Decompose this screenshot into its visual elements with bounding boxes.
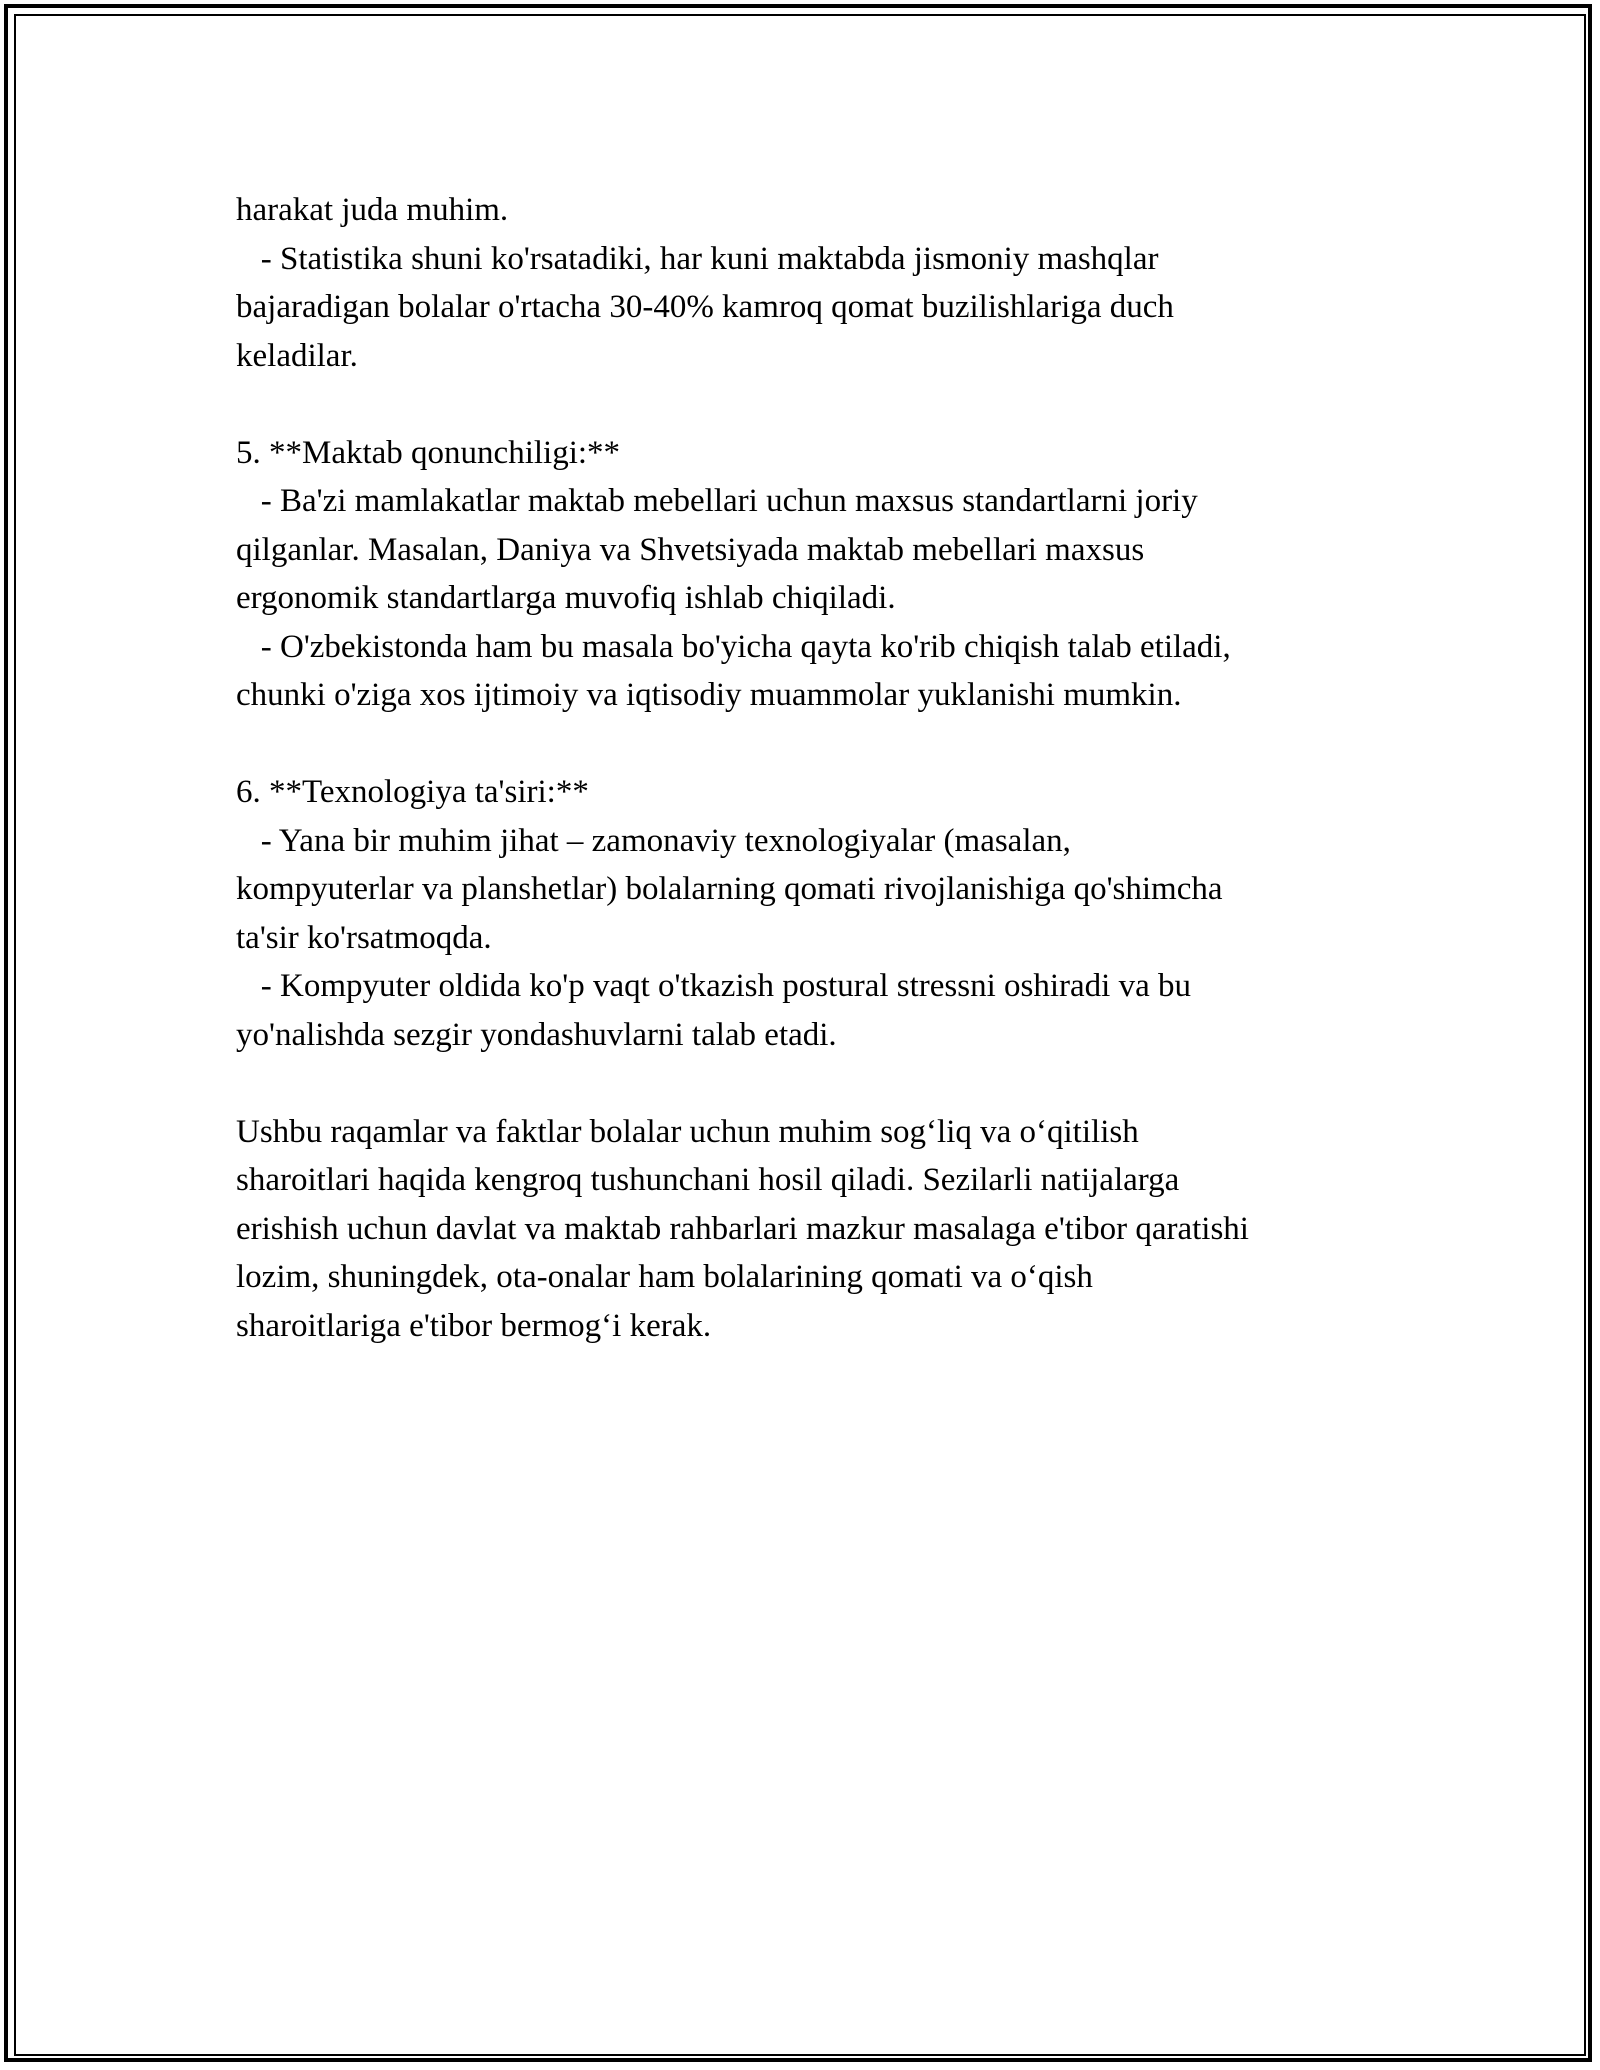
paragraph-physical-activity (236, 186, 1416, 380)
text-line: - Yana bir muhim jihat – zamonaviy texnologiyalar (masalan, (236, 822, 1071, 859)
paragraph-gap (236, 1059, 1416, 1108)
text-line: - Kompyuter oldida ko'p vaqt o'tkazish postural stressni oshiradi va bu (236, 968, 1191, 1004)
text-line: sharoitlari haqida kengroq tushunchani hosil qiladi. Sezilarli natijalarga (236, 1162, 1180, 1198)
text-line: keladilar. (236, 337, 358, 374)
text-line: kompyuterlar va planshetlar) bolalarning qomati rivojlanishiga qo'shimcha (236, 871, 1223, 907)
text-line: chunki o'ziga xos ijtimoiy va iqtisodiy muammolar yuklanishi mumkin. (236, 677, 1182, 713)
text-line: Ushbu raqamlar va faktlar bolalar uchun muhim sog‘liq va o‘qitilish (236, 1113, 1139, 1150)
text-line: - Ba'zi mamlakatlar maktab mebellari uchun maxsus standartlarni joriy (236, 483, 1198, 519)
section-technology-impact (236, 768, 1416, 1059)
text-line: lozim, shuningdek, ota-onalar ham bolalarining qomati va o‘qish (236, 1259, 1093, 1295)
text-line: - O'zbekistonda ham bu masala bo'yicha qayta ko'rib chiqish talab etiladi, (236, 628, 1231, 665)
section-heading: 5. **Maktab qonunchiligi:** (236, 434, 621, 471)
text-line: harakat juda muhim. (236, 192, 509, 228)
paragraph-gap (236, 720, 1416, 769)
paragraph-conclusion (236, 1108, 1416, 1351)
text-line: yo'nalishda sezgir yondashuvlarni talab etadi. (236, 1016, 837, 1053)
paragraph-gap (236, 380, 1416, 429)
section-heading: 6. **Texnologiya ta'siri:** (236, 774, 589, 810)
text-line: sharoitlariga e'tibor bermog‘i kerak. (236, 1307, 712, 1344)
text-line: qilganlar. Masalan, Daniya va Shvetsiyada maktab mebellari maxsus (236, 531, 1145, 568)
section-school-legislation (236, 429, 1416, 720)
text-line: - Statistika shuni ko'rsatadiki, har kuni maktabda jismoniy mashqlar (236, 240, 1159, 277)
text-line: ergonomik standartlarga muvofiq ishlab chiqiladi. (236, 580, 896, 616)
document-body (236, 186, 1416, 1350)
text-line: ta'sir ko'rsatmoqda. (236, 919, 492, 956)
text-line: erishish uchun davlat va maktab rahbarlari mazkur masalaga e'tibor qaratishi (236, 1210, 1249, 1247)
text-line: bajaradigan bolalar o'rtacha 30-40% kamroq qomat buzilishlariga duch (236, 289, 1174, 325)
